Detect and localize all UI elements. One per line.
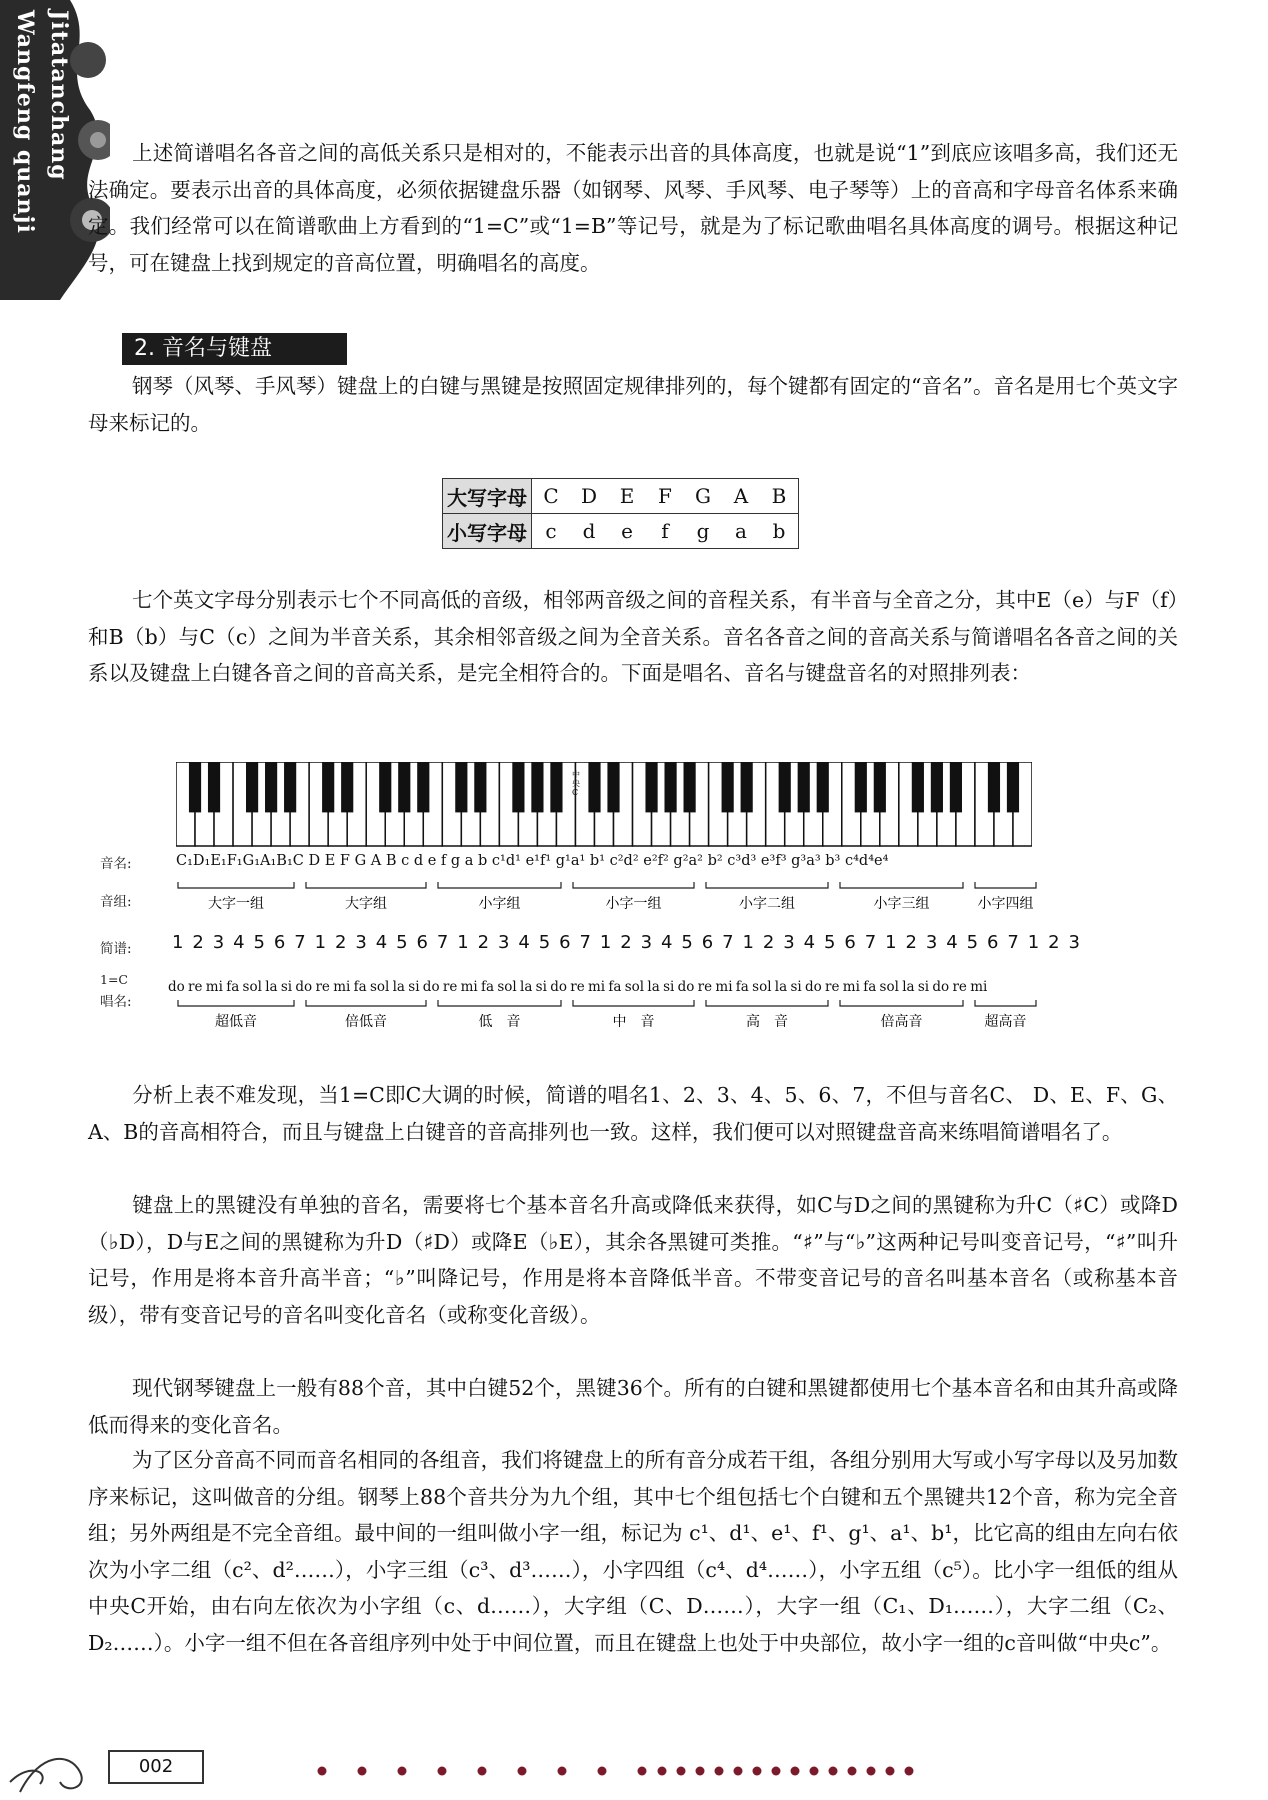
table-cell: B [760, 479, 799, 514]
bracket-line [975, 1000, 1036, 1006]
row-label-groups: 音组: [100, 894, 132, 910]
footer-dot [715, 1767, 724, 1776]
footer-dot [318, 1767, 327, 1776]
row-label-key: 1=C [100, 972, 128, 987]
solfege-row: do re mi fa sol la si do re mi fa sol la si do re mi fa sol la si do re mi fa sol la si do re mi fa sol la si do re mi fa sol la si do re mi [168, 979, 988, 995]
row-label-solfege: 唱名: [100, 994, 132, 1010]
paragraph-1-text: 上述简谱唱名各音之间的高低关系只是相对的，不能表示出音的具体高度，也就是说“1”到底应该唱多高，我们还无法确定。要表示出音的具体高度，必须依据键盘乐器（如钢琴、风琴、手风琴、电子琴等）上的音高和字母音名体系来确定。我们经常可以在简谱歌曲上方看到的“1=C”或“1=B”等记号，就是为了标记歌曲唱名具体高度的调号。根据这种记号，可在键盘上找到规定的音高位置，明确唱名的高度。 [88, 141, 1178, 275]
footer-dot [398, 1767, 407, 1776]
black-key [455, 762, 467, 812]
black-key [474, 762, 486, 812]
paragraph-3 [88, 582, 1178, 692]
footer-dot [753, 1767, 762, 1776]
table-cell: C [532, 479, 571, 514]
footer-dot [848, 1767, 857, 1776]
bracket-label: 大字一组 [208, 896, 264, 912]
table-cell: b [760, 514, 799, 549]
row-label-names: 音名: [100, 856, 132, 872]
footer-dot [598, 1767, 607, 1776]
bracket-label: 倍低音 [345, 1014, 387, 1030]
paragraph-7 [88, 1442, 1178, 1661]
black-key [531, 762, 543, 812]
bracket-line [706, 1000, 828, 1006]
table-cell: e [608, 514, 646, 549]
black-key [284, 762, 296, 812]
table-cell: f [646, 514, 684, 549]
page-number: 002 [108, 1750, 204, 1784]
bracket-label: 高 音 [746, 1014, 788, 1030]
bracket-label: 低 音 [478, 1014, 521, 1030]
black-key [722, 762, 734, 812]
black-key [988, 762, 1000, 812]
black-key [322, 762, 334, 812]
paragraph-2 [88, 368, 1178, 441]
footer-dot [867, 1767, 876, 1776]
table-cell: A [722, 479, 760, 514]
black-key [645, 762, 657, 812]
paragraph-6 [88, 1370, 1178, 1443]
footer-dot [638, 1767, 647, 1776]
bracket-label: 超高音 [984, 1014, 1027, 1030]
bracket-line [438, 1000, 561, 1006]
bracket-line [438, 882, 561, 888]
paragraph-1 [88, 135, 1178, 281]
register-brackets [176, 998, 1076, 1032]
bracket-label: 倍高音 [880, 1014, 923, 1030]
bracket-line [840, 882, 963, 888]
bracket-line [706, 882, 828, 888]
paragraph-4 [88, 1077, 1178, 1150]
letter-table-row-lower [443, 514, 799, 549]
letter-table [442, 478, 799, 549]
bracket-label: 小字二组 [739, 896, 795, 912]
bracket-label: 超低音 [215, 1014, 257, 1030]
paragraph-5-text: 键盘上的黑键没有单独的音名，需要将七个基本音名升高或降低来获得，如C与D之间的黑键称为升C（♯C）或降D（♭D），D与E之间的黑键称为升D（♯D）或降E（♭E），其余各黑键可类推。“♯”与“♭”这两种记号叫变音记号，“♯”叫升记号，作用是将本音升高半音；“♭”叫降记号，作用是将本音降低半音。不带变音记号的音名叫基本音名（或称基本音级），带有变音记号的音名叫变化音名（或称变化音级）。 [88, 1193, 1178, 1327]
footer-dot [772, 1767, 781, 1776]
letter-table-row-upper [443, 479, 799, 514]
black-key [265, 762, 277, 812]
table-cell: d [570, 514, 608, 549]
table-cell: F [646, 479, 684, 514]
group-brackets [176, 880, 1076, 914]
table-cell: E [608, 479, 646, 514]
footer-dot [734, 1767, 743, 1776]
black-key [817, 762, 829, 812]
table-cell: D [570, 479, 608, 514]
table-cell: a [722, 514, 760, 549]
footer-dot [658, 1767, 667, 1776]
bracket-line [975, 882, 1036, 888]
middle-c-label: 中央C [572, 770, 580, 797]
bracket-line [306, 882, 426, 888]
bracket-line [178, 1000, 294, 1006]
paragraph-7-text: 为了区分音高不同而音名相同的各组音，我们将键盘上的所有音分成若干组，各组分别用大写或小写字母以及另加数序来标记，这叫做音的分组。钢琴上88个音共分为九个组，其中七个组包括七个白键和五个黑键共12个音，称为完全音组；另外两组是不完全音组。最中间的一组叫做小字一组，标记为 c¹、d¹、e¹、f¹、g¹、a¹、b¹，比它高的组由左向右依次为小字二组（c²、d²……），小字三组（c³、d³……），小字四组（c⁴、d⁴……），小字五组（c⁵）。比小字一组低的组从中央C开始，由右向左依次为小字组（c、d……），大字组（C、D……），大字一组（C₁、D₁……），大字二组（C₂、D₂……）。小字一组不但在各音组序列中处于中间位置，而且在键盘上也处于中央部位，故小字一组的c音叫做“中央c”。 [88, 1448, 1178, 1655]
black-key [379, 762, 391, 812]
bracket-line [306, 1000, 426, 1006]
bracket-label: 大字组 [345, 896, 387, 912]
black-key [398, 762, 410, 812]
table-cell: g [684, 514, 722, 549]
black-key [664, 762, 676, 812]
black-key [588, 762, 600, 812]
black-key [1007, 762, 1019, 812]
footer-dot [438, 1767, 447, 1776]
black-key [855, 762, 867, 812]
paragraph-5 [88, 1187, 1178, 1333]
jianpu-row: 1 2 3 4 5 6 7 1 2 3 4 5 6 7 1 2 3 4 5 6 7 1 2 3 4 5 6 7 1 2 3 4 5 6 7 1 2 3 4 5 6 7 1 2 3 [172, 932, 1082, 953]
footer-dot [558, 1767, 567, 1776]
bracket-line [840, 1000, 963, 1006]
footer-dot [791, 1767, 800, 1776]
footer-dot [886, 1767, 895, 1776]
black-key [512, 762, 524, 812]
bracket-label: 小字组 [478, 896, 521, 912]
black-key [798, 762, 810, 812]
row-label-jianpu: 简谱: [100, 941, 132, 957]
bracket-line [573, 882, 694, 888]
table-cell: c [532, 514, 571, 549]
bracket-label: 小字三组 [873, 896, 930, 912]
bracket-line [573, 1000, 694, 1006]
bracket-label: 中 音 [612, 1014, 655, 1030]
black-key [912, 762, 924, 812]
black-key [779, 762, 791, 812]
footer-dot [478, 1767, 487, 1776]
footer-dot [677, 1767, 686, 1776]
black-key [741, 762, 753, 812]
paragraph-4-text: 分析上表不难发现，当1=C即C大调的时候，简谱的唱名1、2、3、4、5、6、7，不但与音名C、 D、E、F、G、A、B的音高相符合，而且与键盘上白键音的音高排列也一致。这样，我们便可以对照键盘音高来练唱简谱唱名了。 [88, 1083, 1178, 1144]
footer-dots [312, 1764, 962, 1778]
black-key [417, 762, 429, 812]
footer-dot [696, 1767, 705, 1776]
black-key [874, 762, 886, 812]
black-key [550, 762, 562, 812]
footer-dot [518, 1767, 527, 1776]
black-key [189, 762, 201, 812]
black-key [208, 762, 220, 812]
piano-keyboard [176, 762, 1032, 848]
bracket-line [178, 882, 294, 888]
black-key [950, 762, 962, 812]
note-names-row: C₁D₁E₁F₁G₁A₁B₁C D E F G A B c d e f g a b c¹d¹ e¹f¹ g¹a¹ b¹ c²d² e²f² g²a² b² c³d³ e³f³ g³a³ b³ c⁴d⁴e⁴ [176, 853, 889, 869]
black-key [246, 762, 258, 812]
footer-dot [905, 1767, 914, 1776]
lower-label: 小写字母 [443, 514, 532, 549]
black-key [684, 762, 696, 812]
upper-label: 大写字母 [443, 479, 532, 514]
footer-dot [358, 1767, 367, 1776]
black-key [341, 762, 353, 812]
section-heading: 2. 音名与键盘 [122, 333, 347, 365]
black-key [931, 762, 943, 812]
bracket-label: 小字一组 [605, 896, 662, 912]
paragraph-6-text: 现代钢琴键盘上一般有88个音，其中白键52个，黑键36个。所有的白键和黑键都使用七个基本音名和由其升高或降低而得来的变化音名。 [88, 1376, 1178, 1437]
paragraph-3-text: 七个英文字母分别表示七个不同高低的音级，相邻两音级之间的音程关系，有半音与全音之分，其中E（e）与F（f）和B（b）与C（c）之间为半音关系，其余相邻音级之间为全音关系。音名各音之间的音高关系与简谱唱名各音之间的关系以及键盘上白键各音之间的音高关系，是完全相符合的。下面是唱名、音名与键盘音名的对照排列表： [88, 588, 1178, 685]
black-key [607, 762, 619, 812]
footer-dot [829, 1767, 838, 1776]
table-cell: G [684, 479, 722, 514]
bracket-label: 小字四组 [977, 896, 1034, 912]
footer-dot [810, 1767, 819, 1776]
paragraph-2-text: 钢琴（风琴、手风琴）键盘上的白键与黑键是按照固定规律排列的，每个键都有固定的“音名”。音名是用七个英文字母来标记的。 [88, 374, 1178, 435]
vertical-title: Jitatanchang Wangfeng quanji [12, 10, 72, 234]
